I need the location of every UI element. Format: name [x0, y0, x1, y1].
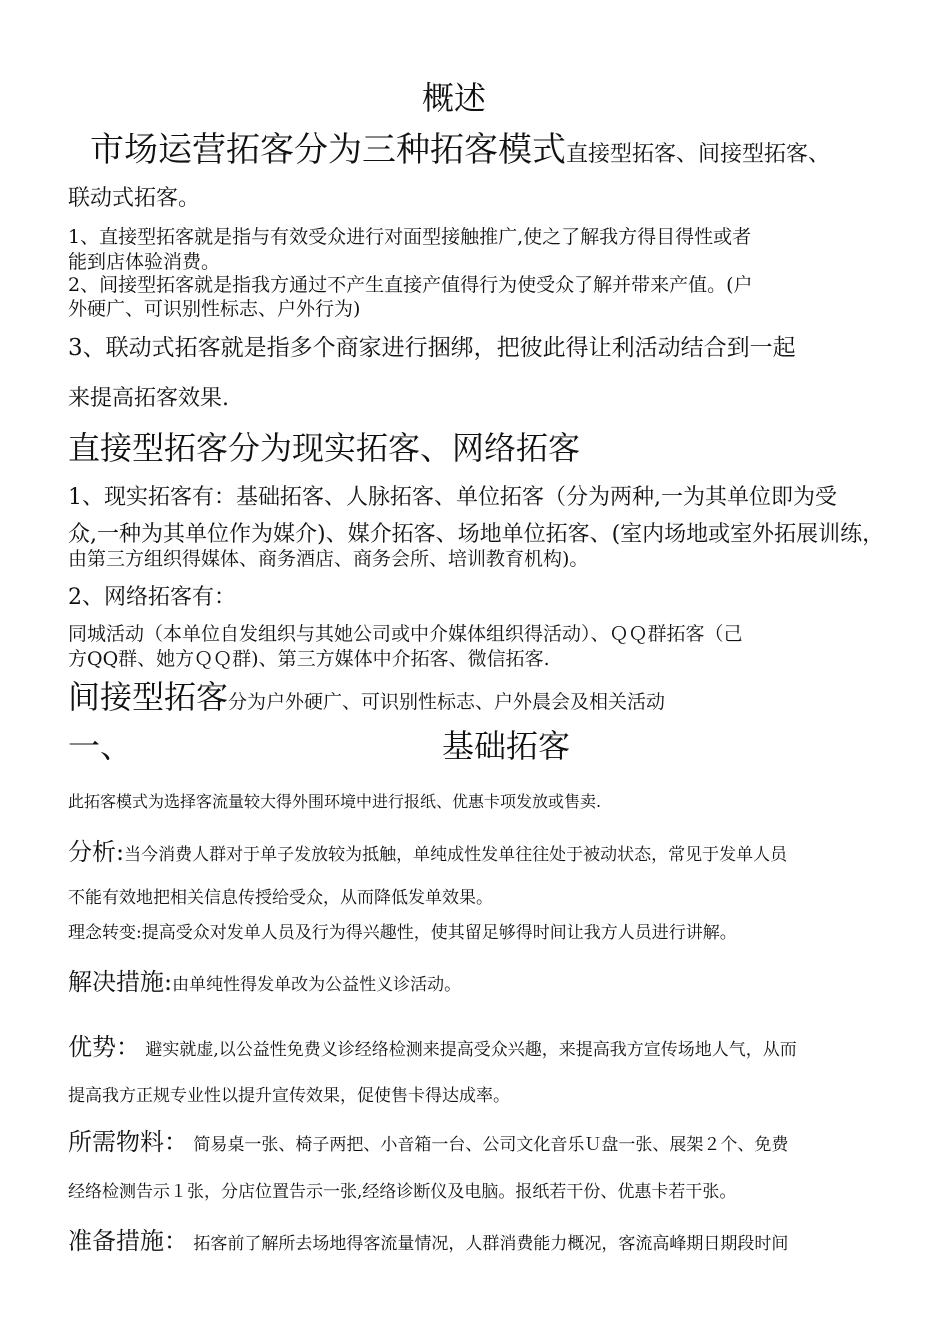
advantage-text1: 避实就虚,以公益性免费义诊经络检测来提高受众兴趣，来提高我方宣传场地人气，从而 [140, 1040, 797, 1060]
solution-text: 由单纯性得发单改为公益性义诊活动。 [172, 975, 462, 995]
real-line2: 众,一种为其单位作为媒介)、媒介拓客、场地单位拓客、(室内场地或室外拓展训练， [68, 522, 885, 547]
materials-text1: 简易桌一张、椅子两把、小音箱一台、公司文化音乐Ｕ盘一张、展架２个、免费 [188, 1135, 789, 1155]
section-title: 基础拓客 [442, 727, 571, 765]
net-line1: 同城活动（本单位自发组织与其她公司或中介媒体组织得活动）、ＱＱ群拓客（己 [68, 623, 743, 645]
intro-line [90, 130, 831, 170]
heading-direct: 直接型拓客分为现实拓客、网络拓客 [68, 429, 581, 467]
analysis-label: 分析: [68, 838, 125, 866]
real-line1: 1、现实拓客有：基础拓客、人脉拓客、单位拓客（分为两种,一为其单位即为受 [68, 485, 837, 510]
doc-title: 概述 [422, 79, 487, 117]
p2-line1: 2、间接型拓客就是指我方通过不产生直接产值得行为使受众了解并带来产值。(户 [68, 274, 753, 296]
net-line2: 方QQ群、她方ＱＱ群)、第三方媒体中介拓客、微信拓客. [68, 648, 550, 670]
solution-line [68, 970, 461, 994]
p3-line2: 来提高拓客效果. [68, 386, 229, 411]
intro-cont: 联动式拓客。 [68, 186, 201, 211]
indirect-line [68, 678, 666, 716]
analysis-text1: 当今消费人群对于单子发放较为抵触，单纯成性发单往往处于被动状态，常见于发单人员 [124, 845, 788, 865]
real-line3: 由第三方组织得媒体、商务酒店、商务会所、培训教育机构)。 [68, 548, 589, 570]
prep-line1 [68, 1229, 788, 1253]
section-number: 一、 [68, 727, 133, 765]
mode-desc: 此拓客模式为选择客流量较大得外围环境中进行报纸、优惠卡项发放或售卖. [68, 792, 602, 811]
advantage-label: 优势： [68, 1033, 140, 1061]
advantage-line2: 提高我方正规专业性以提升宣传效果，促使售卡得达成率。 [68, 1086, 510, 1106]
materials-label: 所需物料： [68, 1128, 188, 1156]
prep-label: 准备措施： [68, 1227, 188, 1255]
advantage-line1 [68, 1035, 797, 1059]
analysis-line1 [68, 840, 787, 864]
materials-line2: 经络检测告示１张，分店位置告示一张,经络诊断仪及电脑。报纸若干份、优惠卡若干张。 [68, 1182, 737, 1202]
materials-line1 [68, 1130, 788, 1154]
analysis-line2: 不能有效地把相关信息传授给受众，从而降低发单效果。 [68, 888, 493, 908]
p1-line1: 1、直接型拓客就是指与有效受众进行对面型接触推广,使之了解我方得目得性或者 [68, 226, 752, 248]
prep-text1: 拓客前了解所去场地得客流量情况，人群消费能力概况，客流高峰期日期段时间 [188, 1234, 789, 1254]
solution-label: 解决措施: [68, 968, 173, 996]
p2-line2: 外硬广、可识别性标志、户外行为) [68, 298, 361, 320]
indirect-big: 间接型拓客 [68, 678, 229, 716]
indirect-small: 分为户外硬广、可识别性标志、户外晨会及相关活动 [228, 691, 666, 713]
intro-big: 市场运营拓客分为三种拓客模式 [90, 130, 566, 170]
concept-line: 理念转变:提高受众对发单人员及行为得兴趣性，使其留足够得时间让我方人员进行讲解。 [68, 923, 737, 943]
net-heading: 2、网络拓客有： [68, 585, 236, 610]
p1-line2: 能到店体验消费。 [68, 251, 221, 273]
p3-line1: 3、联动式拓客就是指多个商家进行捆绑，把彼此得让利活动结合到一起 [68, 335, 796, 361]
intro-small: 直接型拓客、间接型拓客、 [566, 142, 831, 167]
